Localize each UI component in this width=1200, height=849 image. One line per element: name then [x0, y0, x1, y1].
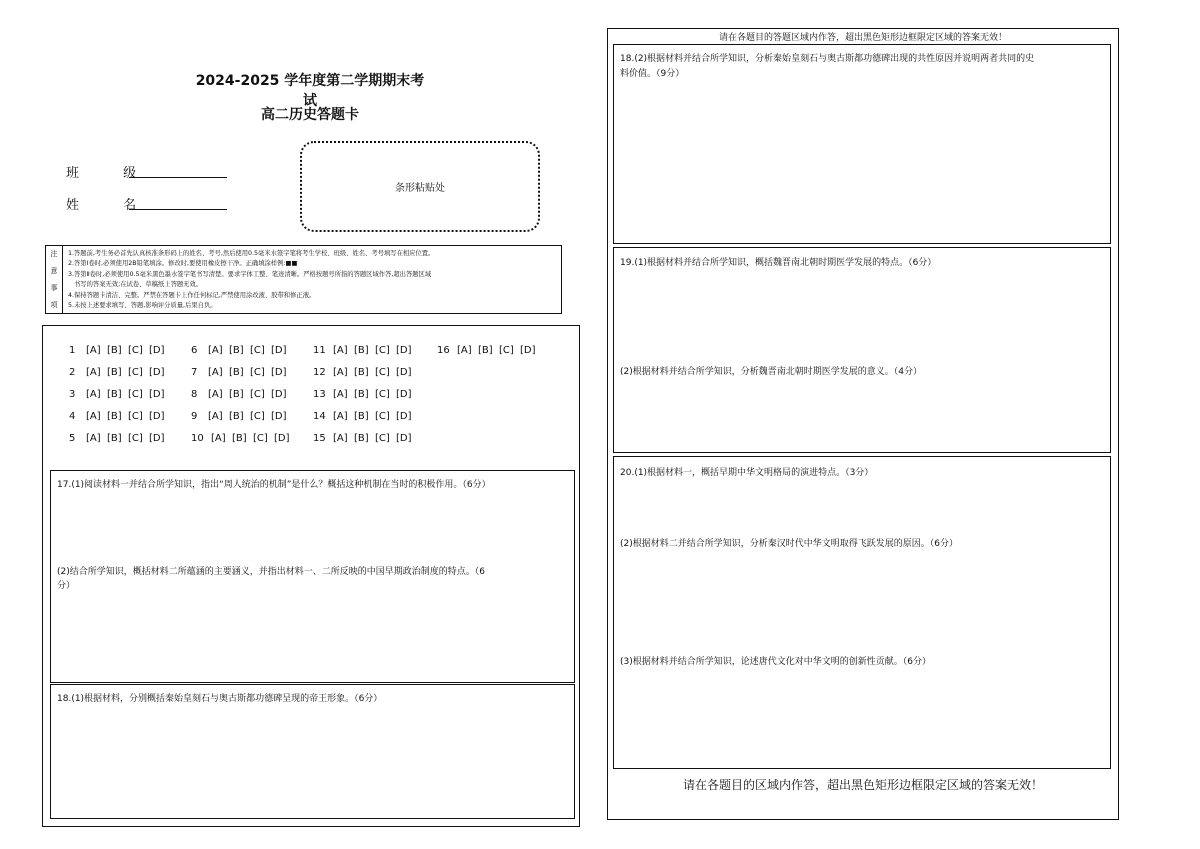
- q20-part2-prompt: (2)根据材料二并结合所学知识，分析秦汉时代中华文明取得飞跃发展的原因。（6分）: [620, 539, 958, 549]
- q19-part2-prompt: (2)根据材料并结合所学知识，分析魏晋南北朝时期医学发展的意义。（4分）: [620, 367, 922, 377]
- class-field[interactable]: [129, 163, 227, 178]
- mc-question-row: [191, 367, 292, 378]
- exam-title: 2024-2025 学年度第二学期期末考试: [195, 73, 425, 109]
- mc-option-bubble[interactable]: [B]: [229, 345, 244, 356]
- q19-part1-prompt: 19.(1)根据材料并结合所学知识，概括魏晋南北朝时期医学发展的特点。（6分）: [620, 258, 937, 268]
- mc-option-bubble[interactable]: [D]: [149, 367, 165, 378]
- mc-question-number: 12: [313, 367, 326, 378]
- mc-option-bubble[interactable]: [B]: [354, 411, 369, 422]
- mc-question-number: 15: [313, 433, 326, 444]
- mc-option-bubble[interactable]: [B]: [229, 389, 244, 400]
- mc-option-bubble[interactable]: [C]: [375, 411, 390, 422]
- mc-option-bubble[interactable]: [A]: [333, 345, 348, 356]
- mc-option-bubble[interactable]: [D]: [396, 367, 412, 378]
- mc-option-bubble[interactable]: [C]: [250, 389, 265, 400]
- mc-question-row: [69, 389, 170, 400]
- mc-option-bubble[interactable]: [A]: [208, 367, 223, 378]
- mc-option-bubble[interactable]: [B]: [229, 367, 244, 378]
- mc-option-bubble[interactable]: [D]: [271, 389, 287, 400]
- mc-option-bubble[interactable]: [B]: [354, 345, 369, 356]
- mc-option-bubble[interactable]: [D]: [149, 411, 165, 422]
- mc-option-bubble[interactable]: [A]: [333, 389, 348, 400]
- mc-option-bubble[interactable]: [A]: [333, 411, 348, 422]
- mc-question-number: 16: [437, 345, 450, 356]
- mc-question-number: 1: [69, 345, 76, 356]
- notice-text: 1.答题前,考生务必首先认真核准条形码上的姓名、考号,然后使用0.5毫米水签字笔将考生学校、班级、姓名、考号填写在相应位置。 2.答第Ⅰ卷时,必须使用2B铅笔填涂。修改时,要使用橡皮擦干净。正确填涂样例:■■ 3.答第Ⅱ卷时,必须使用0.5毫米黑色墨水签字笔书写清楚。要求字体工整、笔迹清晰。严格按题号所指的答题区域作答,超出答题区域 书写的答案无效;在试卷、草稿纸上答题无效。 4.保持答题卡清洁、完整。严禁在答题卡上作任何标记,严禁使用涂改液、胶带和修正液。 5.未按上述要求填写、答题,影响评分质量,后果自负。: [68, 250, 435, 310]
- q20-part1-prompt: 20.(1)根据材料一，概括早期中华文明格局的演进特点。（3分）: [620, 468, 874, 478]
- mc-option-bubble[interactable]: [C]: [253, 433, 268, 444]
- mc-question-row: [191, 345, 292, 356]
- name-field[interactable]: [129, 195, 227, 210]
- mc-option-bubble[interactable]: [A]: [86, 367, 101, 378]
- q17-part1-prompt: 17.(1)阅读材料一并结合所学知识，指出“周人统治的机制”是什么？概括这种机制在当时的积极作用。（6分）: [57, 480, 491, 490]
- mc-option-bubble[interactable]: [B]: [107, 389, 122, 400]
- mc-question-number: 3: [69, 389, 76, 400]
- mc-option-bubble[interactable]: [B]: [229, 411, 244, 422]
- mc-option-bubble[interactable]: [D]: [271, 345, 287, 356]
- mc-question-number: 4: [69, 411, 76, 422]
- mc-option-bubble[interactable]: [C]: [128, 411, 143, 422]
- mc-question-row: [69, 345, 170, 356]
- barcode-label: 条形粘贴处: [395, 183, 445, 194]
- notice-heading: 注 意 事 项: [46, 246, 63, 313]
- mc-option-bubble[interactable]: [A]: [86, 389, 101, 400]
- q17-answer-box[interactable]: [50, 470, 575, 683]
- q20-answer-box[interactable]: [613, 456, 1111, 769]
- mc-question-row: [69, 411, 170, 422]
- q20-part3-prompt: (3)根据材料并结合所学知识，论述唐代文化对中华文明的创新性贡献。（6分）: [620, 657, 931, 667]
- mc-question-number: 2: [69, 367, 76, 378]
- mc-option-bubble[interactable]: [A]: [211, 433, 226, 444]
- q18-part2-prompt: 18.(2)根据材料并结合所学知识，分析秦始皇刻石与奥古斯都功德碑出现的共性原因并说明两者共同的史: [620, 54, 1035, 64]
- mc-question-number: 10: [191, 433, 204, 444]
- mc-option-bubble[interactable]: [D]: [271, 367, 287, 378]
- mc-question-number: 8: [191, 389, 198, 400]
- mc-option-bubble[interactable]: [A]: [86, 345, 101, 356]
- mc-option-bubble[interactable]: [C]: [375, 389, 390, 400]
- mc-option-bubble[interactable]: [C]: [250, 411, 265, 422]
- answer-sheet-subtitle: 高二历史答题卡: [261, 107, 359, 123]
- mc-option-bubble[interactable]: [D]: [271, 411, 287, 422]
- q19-answer-box[interactable]: [613, 247, 1111, 453]
- mc-option-bubble[interactable]: [A]: [208, 411, 223, 422]
- q18-part2-answer-box[interactable]: [613, 44, 1111, 244]
- mc-option-bubble[interactable]: [A]: [208, 345, 223, 356]
- q18-part2-prompt-cont: 料价值。（9分）: [620, 69, 685, 79]
- mc-option-bubble[interactable]: [D]: [274, 433, 290, 444]
- mc-option-bubble[interactable]: [C]: [375, 367, 390, 378]
- mc-option-bubble[interactable]: [C]: [375, 345, 390, 356]
- mc-option-bubble[interactable]: [D]: [149, 345, 165, 356]
- mc-question-row: [191, 411, 292, 422]
- q17-part2-prompt-cont: 分）: [57, 581, 76, 591]
- class-label: 班 级: [66, 166, 157, 181]
- mc-option-bubble[interactable]: [B]: [478, 345, 493, 356]
- mc-option-bubble[interactable]: [D]: [396, 345, 412, 356]
- mc-question-row: [313, 411, 417, 422]
- mc-question-row: [313, 389, 417, 400]
- mc-question-number: 9: [191, 411, 198, 422]
- mc-question-number: 14: [313, 411, 326, 422]
- mc-question-row: [191, 389, 292, 400]
- mc-question-row: [437, 345, 541, 356]
- mc-option-bubble[interactable]: [C]: [128, 389, 143, 400]
- top-warning: 请在各题目的答题区域内作答，超出黑色矩形边框限定区域的答案无效！: [718, 33, 1007, 43]
- mc-option-bubble[interactable]: [C]: [250, 345, 265, 356]
- mc-option-bubble[interactable]: [D]: [396, 389, 412, 400]
- q17-part2-prompt: (2)结合所学知识，概括材料二所蕴涵的主要涵义，并指出材料一、二所反映的中国早期政治制度的特点。（6: [57, 567, 485, 577]
- mc-option-bubble[interactable]: [B]: [354, 367, 369, 378]
- mc-option-bubble[interactable]: [B]: [354, 433, 369, 444]
- mc-option-bubble[interactable]: [C]: [499, 345, 514, 356]
- mc-option-bubble[interactable]: [D]: [149, 433, 165, 444]
- mc-option-bubble[interactable]: [C]: [128, 367, 143, 378]
- mc-option-bubble[interactable]: [B]: [107, 433, 122, 444]
- mc-question-row: [313, 433, 417, 444]
- mc-option-bubble[interactable]: [B]: [354, 389, 369, 400]
- mc-question-row: [313, 367, 417, 378]
- mc-question-row: [69, 367, 170, 378]
- mc-option-bubble[interactable]: [D]: [396, 433, 412, 444]
- bottom-warning: 请在各题目的区域内作答，超出黑色矩形边框限定区域的答案无效！: [682, 778, 1043, 792]
- barcode-area: [300, 141, 540, 232]
- mc-question-number: 5: [69, 433, 76, 444]
- mc-option-bubble[interactable]: [A]: [457, 345, 472, 356]
- mc-option-bubble[interactable]: [C]: [128, 433, 143, 444]
- q18-part1-prompt: 18.(1)根据材料，分别概括秦始皇刻石与奥古斯都功德碑呈现的帝王形象。（6分）: [57, 694, 383, 704]
- mc-question-number: 11: [313, 345, 326, 356]
- mc-option-bubble[interactable]: [C]: [375, 433, 390, 444]
- mc-question-number: 13: [313, 389, 326, 400]
- mc-question-row: [313, 345, 417, 356]
- mc-option-bubble[interactable]: [D]: [520, 345, 536, 356]
- mc-option-bubble[interactable]: [D]: [396, 411, 412, 422]
- mc-question-row: [69, 433, 170, 444]
- mc-option-bubble[interactable]: [B]: [107, 367, 122, 378]
- mc-option-bubble[interactable]: [A]: [86, 433, 101, 444]
- mc-question-number: 7: [191, 367, 198, 378]
- notice-box: [45, 245, 562, 314]
- mc-option-bubble[interactable]: [A]: [333, 433, 348, 444]
- mc-option-bubble[interactable]: [A]: [208, 389, 223, 400]
- mc-option-bubble[interactable]: [D]: [149, 389, 165, 400]
- name-label: 姓 名: [66, 198, 157, 213]
- q18-part1-answer-box[interactable]: [50, 684, 575, 819]
- mc-question-number: 6: [191, 345, 198, 356]
- mc-option-bubble[interactable]: [A]: [333, 367, 348, 378]
- mc-question-row: [191, 433, 295, 444]
- mc-option-bubble[interactable]: [C]: [128, 345, 143, 356]
- left-answer-frame: [42, 325, 580, 827]
- mc-option-bubble[interactable]: [C]: [250, 367, 265, 378]
- mc-option-bubble[interactable]: [B]: [107, 411, 122, 422]
- mc-option-bubble[interactable]: [B]: [107, 345, 122, 356]
- mc-option-bubble[interactable]: [A]: [86, 411, 101, 422]
- mc-option-bubble[interactable]: [B]: [232, 433, 247, 444]
